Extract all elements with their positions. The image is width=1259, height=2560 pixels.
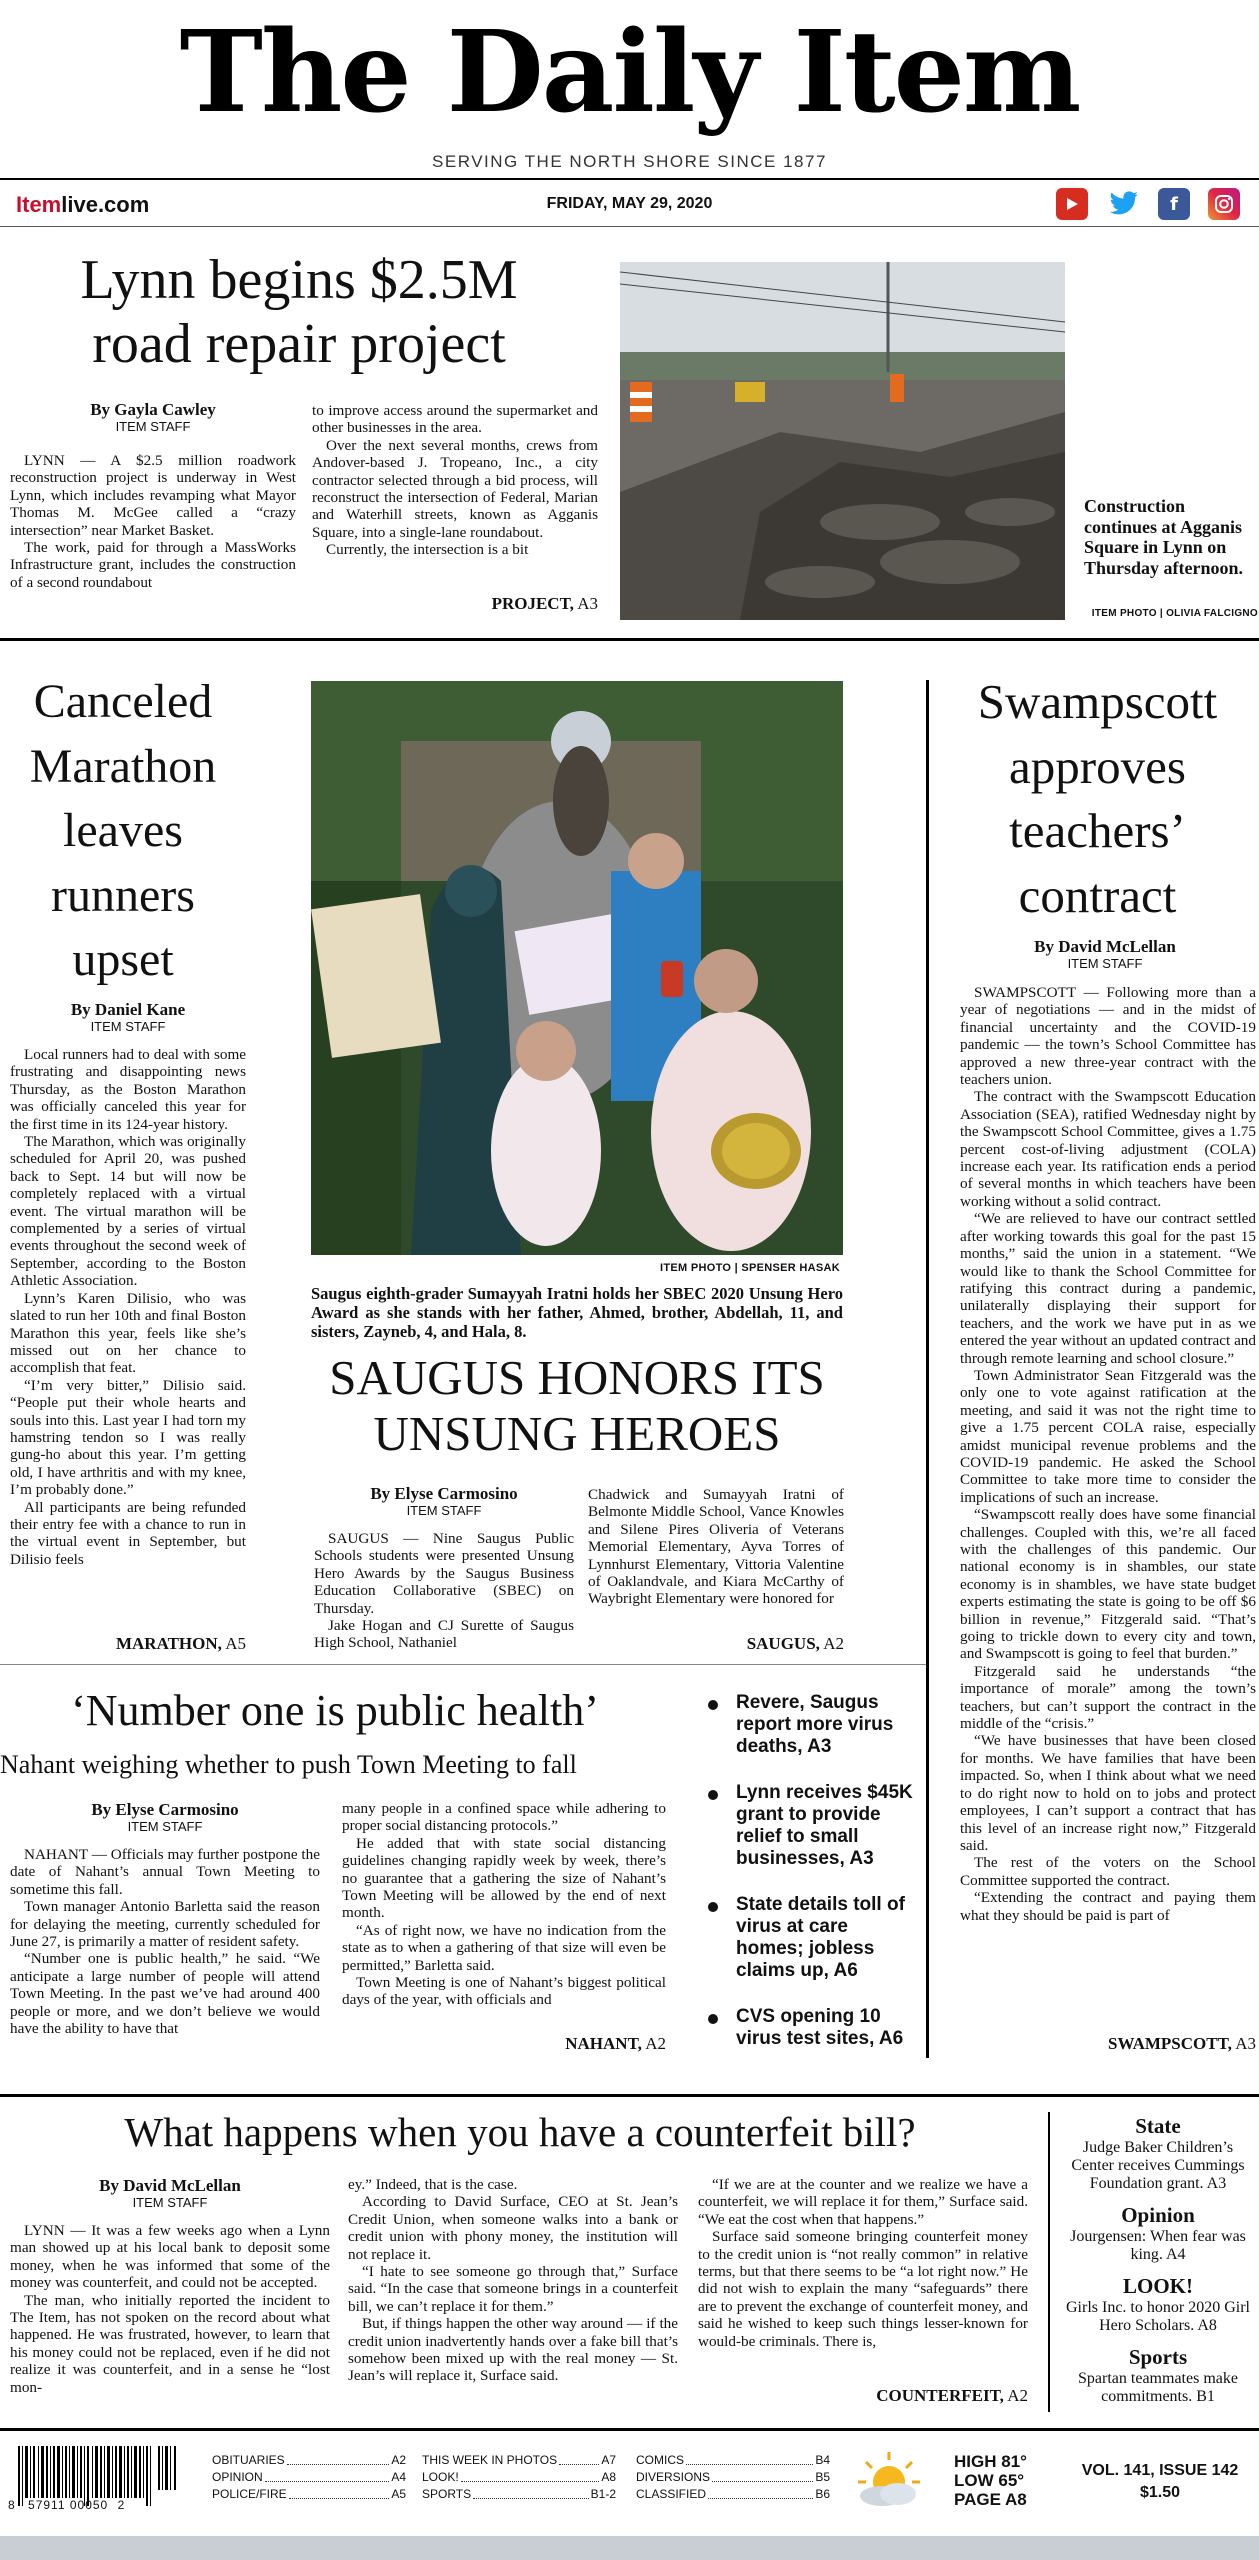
weather-block bbox=[954, 2452, 1044, 2509]
construction-photo bbox=[620, 262, 1065, 620]
index-column-3 bbox=[636, 2452, 830, 2503]
paragraph: Lynn’s Karen Dilisio, who was slated to run her 10th and final Boston Marathon this year, feels like she’s missed out on her chance to accomplish that feat. bbox=[10, 1289, 246, 1377]
index-column-2 bbox=[422, 2452, 616, 2503]
paragraph: Local runners had to deal with some frustrating and disappointing news Thursday, as the Boston Marathon was officially canceled this year for the first time in its 124-year history. bbox=[10, 1046, 246, 1133]
index-label: DIVERSIONS bbox=[636, 2470, 711, 2484]
paragraph: “Swampscott really does have some financial challenges. Coupled with this, we’re all faced with the challenges of this pandemic. Our national economy is in shambles, our state economy is in shambles, we have state budget experts estimating the state is going to be off $6 billion in revenue,” Fitzgerald said. “That’s going to trickle down to every city and town, and Swampscott is going to feel that burden.” bbox=[960, 1506, 1256, 1663]
bullet-icon bbox=[708, 1902, 718, 1912]
newspaper-tagline: SERVING THE NORTH SHORE SINCE 1877 bbox=[432, 152, 827, 171]
saugus-headline-line: SAUGUS HONORS ITS bbox=[329, 1350, 825, 1405]
edition-date: FRIDAY, MAY 29, 2020 bbox=[546, 195, 713, 212]
bullet-icon bbox=[708, 1700, 718, 1710]
jump-page: A2 bbox=[645, 2034, 666, 2053]
byline: By Daniel Kane bbox=[70, 1000, 186, 1019]
index-page: A7 bbox=[601, 2453, 616, 2467]
newspaper-title: The Daily Item bbox=[179, 7, 1080, 138]
counterfeit-column-2 bbox=[348, 2176, 678, 2385]
counterfeit-column-1 bbox=[10, 2222, 330, 2396]
marathon-headline-line: Marathon bbox=[29, 739, 217, 793]
index-label: SPORTS bbox=[422, 2487, 472, 2501]
swampscott-headline[interactable] bbox=[936, 670, 1259, 928]
teaser-sports[interactable] bbox=[1060, 2345, 1256, 2406]
teaser-state[interactable] bbox=[1060, 2114, 1256, 2193]
paragraph: SWAMPSCOTT — Following more than a year of negotiations — and in the midst of financial uncertainty and the COVID-19 pandemic — the town’s School Committee has approved a new three-year contract with the teachers union. bbox=[960, 984, 1256, 1089]
paragraph: “Extending the contract and paying them what they should be paid is part of bbox=[960, 1889, 1256, 1924]
paragraph: All participants are being refunded their entry fee with a chance to run in the virtual event in September, but Dilisio feels bbox=[10, 1498, 246, 1568]
teaser-text: Spartan teammates make commitments. B1 bbox=[1078, 2370, 1238, 2405]
price: $1.50 bbox=[1139, 2484, 1181, 2501]
inside-teasers bbox=[1060, 2114, 1256, 2406]
nahant-column-1 bbox=[10, 1846, 320, 2037]
marathon-jump-link[interactable] bbox=[10, 1634, 246, 1654]
index-item[interactable] bbox=[422, 2469, 616, 2486]
saugus-byline-block bbox=[314, 1484, 574, 1518]
site-link-suffix: live.com bbox=[61, 192, 150, 217]
divider bbox=[0, 1664, 926, 1665]
jump-page: A3 bbox=[1235, 2034, 1256, 2053]
twitter-icon[interactable] bbox=[1108, 188, 1140, 220]
counterfeit-jump-link[interactable] bbox=[698, 2386, 1028, 2406]
brief-item[interactable]: Revere, Saugus report more virus deaths, A3 bbox=[736, 1692, 894, 1757]
staff-label: ITEM STAFF bbox=[1067, 956, 1143, 971]
index-item[interactable] bbox=[422, 2486, 616, 2503]
index-page: A8 bbox=[601, 2470, 616, 2484]
saugus-column-2 bbox=[588, 1486, 844, 1608]
divider bbox=[0, 178, 1259, 180]
road-headline-line: Lynn begins $2.5M bbox=[80, 249, 518, 311]
instagram-icon[interactable] bbox=[1208, 188, 1240, 220]
swampscott-byline-block bbox=[960, 937, 1250, 971]
index-label: LOOK! bbox=[422, 2470, 459, 2484]
site-link-prefix: Item bbox=[16, 192, 62, 217]
bullet-icon bbox=[708, 2014, 718, 2024]
paragraph: Jake Hogan and CJ Surette of Saugus High School, Nathaniel bbox=[314, 1617, 574, 1652]
road-photo-credit: ITEM PHOTO | OLIVIA FALCIGNO bbox=[1091, 608, 1258, 619]
paragraph: Town manager Antonio Barletta said the reason for delaying the meeting, currently scheduled for June 27, is primarily a matter of resident safety. bbox=[10, 1898, 320, 1951]
swampscott-jump-link[interactable] bbox=[960, 2034, 1256, 2054]
jump-label: PROJECT, bbox=[491, 594, 574, 613]
jump-label: NAHANT, bbox=[565, 2034, 642, 2053]
index-item[interactable] bbox=[422, 2452, 616, 2469]
brief-item[interactable]: Lynn receives $45K grant to provide relief to small businesses, A3 bbox=[736, 1782, 913, 1869]
index-page: A2 bbox=[391, 2453, 406, 2467]
counterfeit-column-3 bbox=[698, 2176, 1028, 2350]
nahant-headline[interactable]: ‘Number one is public health’ bbox=[71, 1686, 599, 1735]
bottom-bar bbox=[0, 2536, 1259, 2560]
index-label: OPINION bbox=[212, 2470, 263, 2484]
index-item[interactable] bbox=[636, 2452, 830, 2469]
jump-page: A2 bbox=[1007, 2386, 1028, 2405]
weather-low: LOW 65° bbox=[954, 2471, 1025, 2490]
partly-sunny-icon bbox=[852, 2450, 926, 2510]
marathon-headline[interactable] bbox=[0, 670, 246, 993]
byline: By Gayla Cawley bbox=[90, 400, 216, 419]
paragraph: LYNN — It was a few weeks ago when a Lynn man showed up at his local bank to deposit some money, when he was informed that some of the money was counterfeit, and could not be accepted. bbox=[10, 2222, 330, 2292]
barcode-number: 57911 00050 bbox=[28, 2498, 109, 2512]
saugus-jump-link[interactable] bbox=[588, 1634, 844, 1654]
nahant-jump-link[interactable] bbox=[342, 2034, 666, 2054]
jump-label: SAUGUS, bbox=[746, 1634, 820, 1653]
index-label: POLICE/FIRE bbox=[212, 2487, 287, 2501]
saugus-column-1 bbox=[314, 1530, 574, 1652]
swampscott-column bbox=[960, 984, 1256, 1924]
index-page: B1-2 bbox=[590, 2487, 616, 2501]
counterfeit-headline[interactable]: What happens when you have a counterfeit bill? bbox=[124, 2109, 916, 2155]
weather-high: HIGH 81° bbox=[954, 2452, 1027, 2471]
volume-block bbox=[1070, 2460, 1250, 2504]
byline: By Elyse Carmosino bbox=[91, 1800, 239, 1819]
index-page: A5 bbox=[391, 2487, 406, 2501]
swampscott-headline-line: Swampscott bbox=[977, 674, 1218, 729]
paragraph: He added that with state social distancing guidelines changing rapidly week by week, there’s no guarantee that a gathering the size of Nahant’s Town Meeting will be allowed by the end of next month. bbox=[342, 1834, 666, 1922]
road-headline-line: road repair project bbox=[92, 313, 506, 375]
paragraph: But, if things happen the other way around — if the credit union inadvertently hands over a fake bill that’s somehow been mixed up with the real money — St. Jean’s will replace it, Surface said. bbox=[348, 2315, 678, 2385]
teaser-heading: Sports bbox=[1128, 2345, 1188, 2369]
marathon-headline-line: Canceled bbox=[33, 675, 213, 728]
index-item[interactable] bbox=[212, 2452, 406, 2469]
marathon-byline-block bbox=[10, 1000, 246, 1034]
column-divider bbox=[926, 680, 929, 2058]
index-column-1 bbox=[212, 2452, 406, 2503]
index-item[interactable] bbox=[212, 2486, 406, 2503]
paragraph: The work, paid for through a MassWorks Infrastructure grant, includes the construction of a second roundabout bbox=[10, 539, 296, 591]
road-column-2 bbox=[312, 402, 598, 559]
column-divider bbox=[1048, 2112, 1050, 2412]
paragraph: ey.” Indeed, that is the case. bbox=[348, 2176, 518, 2193]
barcode-digit: 8 bbox=[8, 2498, 15, 2512]
youtube-icon[interactable] bbox=[1056, 188, 1088, 220]
byline: By Elyse Carmosino bbox=[370, 1484, 518, 1503]
staff-label: ITEM STAFF bbox=[406, 1503, 482, 1518]
paragraph: “We are relieved to have our contract settled after working towards this goal for the past 15 months,” said the union in a statement. “We would like to thank the School Committee for ratifying this contract during a pandemic, unilaterally displaying their support for teachers, and the work we have put in as we entered the year without an updated contract and through remote learning and school closure.” bbox=[960, 1210, 1256, 1367]
index-page: B6 bbox=[815, 2487, 830, 2501]
teaser-text: Judge Baker Children’s Center receives Cummings Foundation grant. A3 bbox=[1071, 2139, 1245, 2192]
paragraph: Currently, the intersection is a bit bbox=[326, 541, 529, 559]
marathon-headline-line: leaves bbox=[63, 804, 183, 857]
swampscott-headline-line: teachers’ bbox=[1009, 803, 1186, 858]
teaser-text: Jourgensen: When fear was king. A4 bbox=[1070, 2228, 1246, 2263]
jump-page: A3 bbox=[577, 594, 598, 613]
weather-page: PAGE A8 bbox=[954, 2490, 1027, 2509]
barcode bbox=[8, 2446, 188, 2526]
nahant-byline-block bbox=[10, 1800, 320, 1834]
divider bbox=[0, 2094, 1259, 2097]
paragraph: Town Administrator Sean Fitzgerald was the only one to vote against ratification at the meeting, and said it was not the right time to give a 1.75 percent COLA raise, especially amidst municipal revenue problems and the COVID-19 pandemic. He asked the School Committee to take more time to consider the implications of such an increase. bbox=[960, 1366, 1256, 1506]
byline: By David McLellan bbox=[99, 2176, 241, 2195]
index-label: CLASSIFIED bbox=[636, 2487, 707, 2501]
paragraph: Surface said someone bringing counterfeit money to the credit union is “not really common” in relative terms, but that there seems to be “a lot right now.” He did not wish to explain the many “safeguards” there are to prevent the exchange of counterfeit money, and said he wished to keep such things lesser-known for would-be criminals. There is, bbox=[698, 2228, 1028, 2350]
index-page: B5 bbox=[815, 2470, 830, 2484]
paragraph: LYNN — A $2.5 million roadwork reconstruction project is underway in West Lynn, which includes revamping what Mayor Thomas M. McGee called a “crazy intersection” near Market Basket. bbox=[10, 452, 296, 539]
saugus-photo-caption: Saugus eighth-grader Sumayyah Iratni holds her SBEC 2020 Unsung Hero Award as she stands with her father, Ahmed, brother, Abdellah, 11, and sisters, Zayneb, 4, and Hala, 8. bbox=[311, 1284, 843, 1341]
divider bbox=[0, 226, 1259, 227]
marathon-column bbox=[10, 1046, 246, 1568]
divider bbox=[0, 2428, 1259, 2431]
paragraph: Town Meeting is one of Nahant’s biggest political days of the year, with officials and bbox=[342, 1974, 666, 2009]
bullet-icon bbox=[708, 1790, 718, 1800]
teaser-look[interactable] bbox=[1060, 2274, 1256, 2335]
paragraph: NAHANT — Officials may further postpone the date of Nahant’s annual Town Meeting to sometime this fall. bbox=[10, 1846, 320, 1898]
teaser-heading: LOOK! bbox=[1122, 2274, 1193, 2298]
staff-label: ITEM STAFF bbox=[132, 2195, 208, 2210]
paragraph: to improve access around the supermarket and other businesses in the area. bbox=[312, 402, 598, 437]
paragraph: Over the next several months, crews from Andover-based J. Tropeano, Inc., a city contractor selected through a bid process, will reconstruct the intersection of Federal, Marian and Waterhill streets, known as Agganis Square, into a single-lane roundabout. bbox=[312, 436, 598, 541]
index-item[interactable] bbox=[636, 2469, 830, 2486]
news-briefs bbox=[700, 1692, 913, 2062]
masthead bbox=[0, 0, 1259, 178]
swampscott-headline-line: contract bbox=[1018, 867, 1177, 923]
swampscott-headline-line: approves bbox=[1009, 738, 1186, 794]
jump-page: A5 bbox=[225, 1634, 246, 1653]
staff-label: ITEM STAFF bbox=[115, 419, 191, 434]
paragraph: “If we are at the counter and we realize we have a counterfeit, we will replace it for them,” Surface said. “We eat the cost when that happens.” bbox=[698, 2176, 1028, 2228]
index-label: THIS WEEK IN PHOTOS bbox=[422, 2453, 558, 2467]
saugus-photo-credit: ITEM PHOTO | SPENSER HASAK bbox=[660, 1262, 840, 1274]
paragraph: According to David Surface, CEO at St. Jean’s Credit Union, when someone walks into a bank or credit union with phony money, the institution will not replace it. bbox=[348, 2193, 678, 2263]
jump-page: A2 bbox=[823, 1634, 844, 1653]
brief-item[interactable]: CVS opening 10 virus test sites, A6 bbox=[736, 2006, 904, 2049]
jump-label: MARATHON, bbox=[115, 1634, 222, 1653]
teaser-heading: State bbox=[1135, 2114, 1181, 2138]
teaser-opinion[interactable] bbox=[1060, 2203, 1256, 2264]
index-item[interactable] bbox=[636, 2486, 830, 2503]
barcode-digit: 2 bbox=[117, 2498, 125, 2512]
index-page: A4 bbox=[391, 2470, 406, 2484]
paragraph: “Number one is public health,” he said. “We anticipate a large number of people will attend Town Meeting. In the past we’ve had around 400 people or more, and we don’t believe we would have the ability to have that bbox=[10, 1950, 320, 2038]
jump-label: SWAMPSCOTT, bbox=[1108, 2034, 1232, 2053]
paragraph: “I’m very bitter,” Dilisio said. “People put their whole hearts and souls into this. Last year I had torn my hamstring tendon so I was really gung-ho about this year. I’m getting old, I have arthritis and with my knee, I’m probably done.” bbox=[10, 1376, 246, 1499]
jump-label: COUNTERFEIT, bbox=[876, 2386, 1004, 2405]
road-jump-link[interactable] bbox=[312, 594, 598, 614]
nahant-subhead: Nahant weighing whether to push Town Meeting to fall bbox=[0, 1750, 577, 1779]
paragraph: The Marathon, which was originally scheduled for April 20, was pushed back to Sept. 14 but will now be completely replaced with a virtual event. The virtual marathon will be complemented by a series of virtual events throughout the second week of September, according to the Boston Athletic Association. bbox=[10, 1133, 246, 1290]
staff-label: ITEM STAFF bbox=[127, 1819, 203, 1834]
paragraph: Fitzgerald said he understands “the importance of morale” among the town’s teachers, but can’t support the contract in the middle of the “crisis.” bbox=[960, 1662, 1256, 1733]
barcode-digits bbox=[8, 2498, 188, 2512]
index-label: OBITUARIES bbox=[212, 2453, 285, 2467]
nahant-column-2 bbox=[342, 1800, 666, 2009]
road-byline-block bbox=[10, 400, 296, 434]
paragraph: The contract with the Swampscott Education Association (SEA), ratified Wednesday night by the Swampscott School Committee, gives a 1.75 percent cost-of-living adjustment (COLA) increase each year. Its ratification ends a period of several months in which teachers have been working without a solid contract. bbox=[960, 1088, 1256, 1210]
road-photo-caption: Construction continues at Agganis Square in Lynn on Thursday afternoon. bbox=[1084, 496, 1244, 578]
teaser-text: Girls Inc. to honor 2020 Girl Hero Scholars. A8 bbox=[1066, 2299, 1250, 2334]
byline: By David McLellan bbox=[1034, 937, 1176, 956]
paragraph: Chadwick and Sumayyah Iratni of Belmonte Middle School, Vance Knowles and Silene Pires Oliveria of Veterans Memorial Elementary, Ayva Torres of Lynnhurst Elementary, Vittoria Valentine of Oaklandvale, and Kiara McCarthy of Waybright Elementary were honored for bbox=[588, 1486, 844, 1608]
paragraph: The man, who initially reported the incident to The Item, has not spoken on the record about what happened. He was frustrated, however, to learn that his money could not be replaced, even if he did not realize it was counterfeit, and in a sense he “lost mon- bbox=[10, 2291, 330, 2396]
counterfeit-byline-block bbox=[10, 2176, 330, 2210]
saugus-headline[interactable] bbox=[290, 1350, 864, 1462]
paragraph: “I hate to see someone go through that,” Surface said. “In the case that someone brings in a counterfeit bill, we can’t replace it for them.” bbox=[348, 2263, 678, 2315]
road-column-1 bbox=[10, 452, 296, 591]
volume-issue: VOL. 141, ISSUE 142 bbox=[1081, 2462, 1239, 2479]
teaser-heading: Opinion bbox=[1121, 2203, 1195, 2227]
divider bbox=[0, 638, 1259, 641]
index-label: COMICS bbox=[636, 2453, 684, 2467]
saugus-family-photo bbox=[311, 681, 843, 1255]
facebook-icon[interactable]: f bbox=[1158, 188, 1190, 220]
paragraph: The rest of the voters on the School Committee supported the contract. bbox=[960, 1854, 1256, 1889]
paragraph: “We have businesses that have been closed for months. We have families that have been impacted. So, when I think about what we need to do right now to hold on to jobs and protect employees, I can’t support a contract that has this level of an increase right now,” Fitzgerald said. bbox=[960, 1732, 1256, 1854]
paragraph: many people in a confined space while adhering to proper social distancing protocols.” bbox=[342, 1800, 666, 1835]
road-headline[interactable] bbox=[20, 248, 578, 376]
marathon-headline-line: upset bbox=[72, 933, 174, 986]
paragraph: SAUGUS — Nine Saugus Public Schools students were presented Unsung Hero Awards by the Saugus Business Education Collaborative (SBEC) on Thursday. bbox=[314, 1530, 574, 1617]
paragraph: “As of right now, we have no indication from the state as to when a gathering of that size will even be permitted,” Barletta said. bbox=[342, 1921, 666, 1974]
brief-item[interactable]: State details toll of virus at care homes; jobless claims up, A6 bbox=[736, 1894, 905, 1981]
marathon-headline-line: runners bbox=[51, 868, 195, 922]
index-page: B4 bbox=[815, 2453, 830, 2467]
staff-label: ITEM STAFF bbox=[90, 1019, 166, 1034]
saugus-headline-line: UNSUNG HEROES bbox=[373, 1406, 781, 1461]
index-item[interactable] bbox=[212, 2469, 406, 2486]
